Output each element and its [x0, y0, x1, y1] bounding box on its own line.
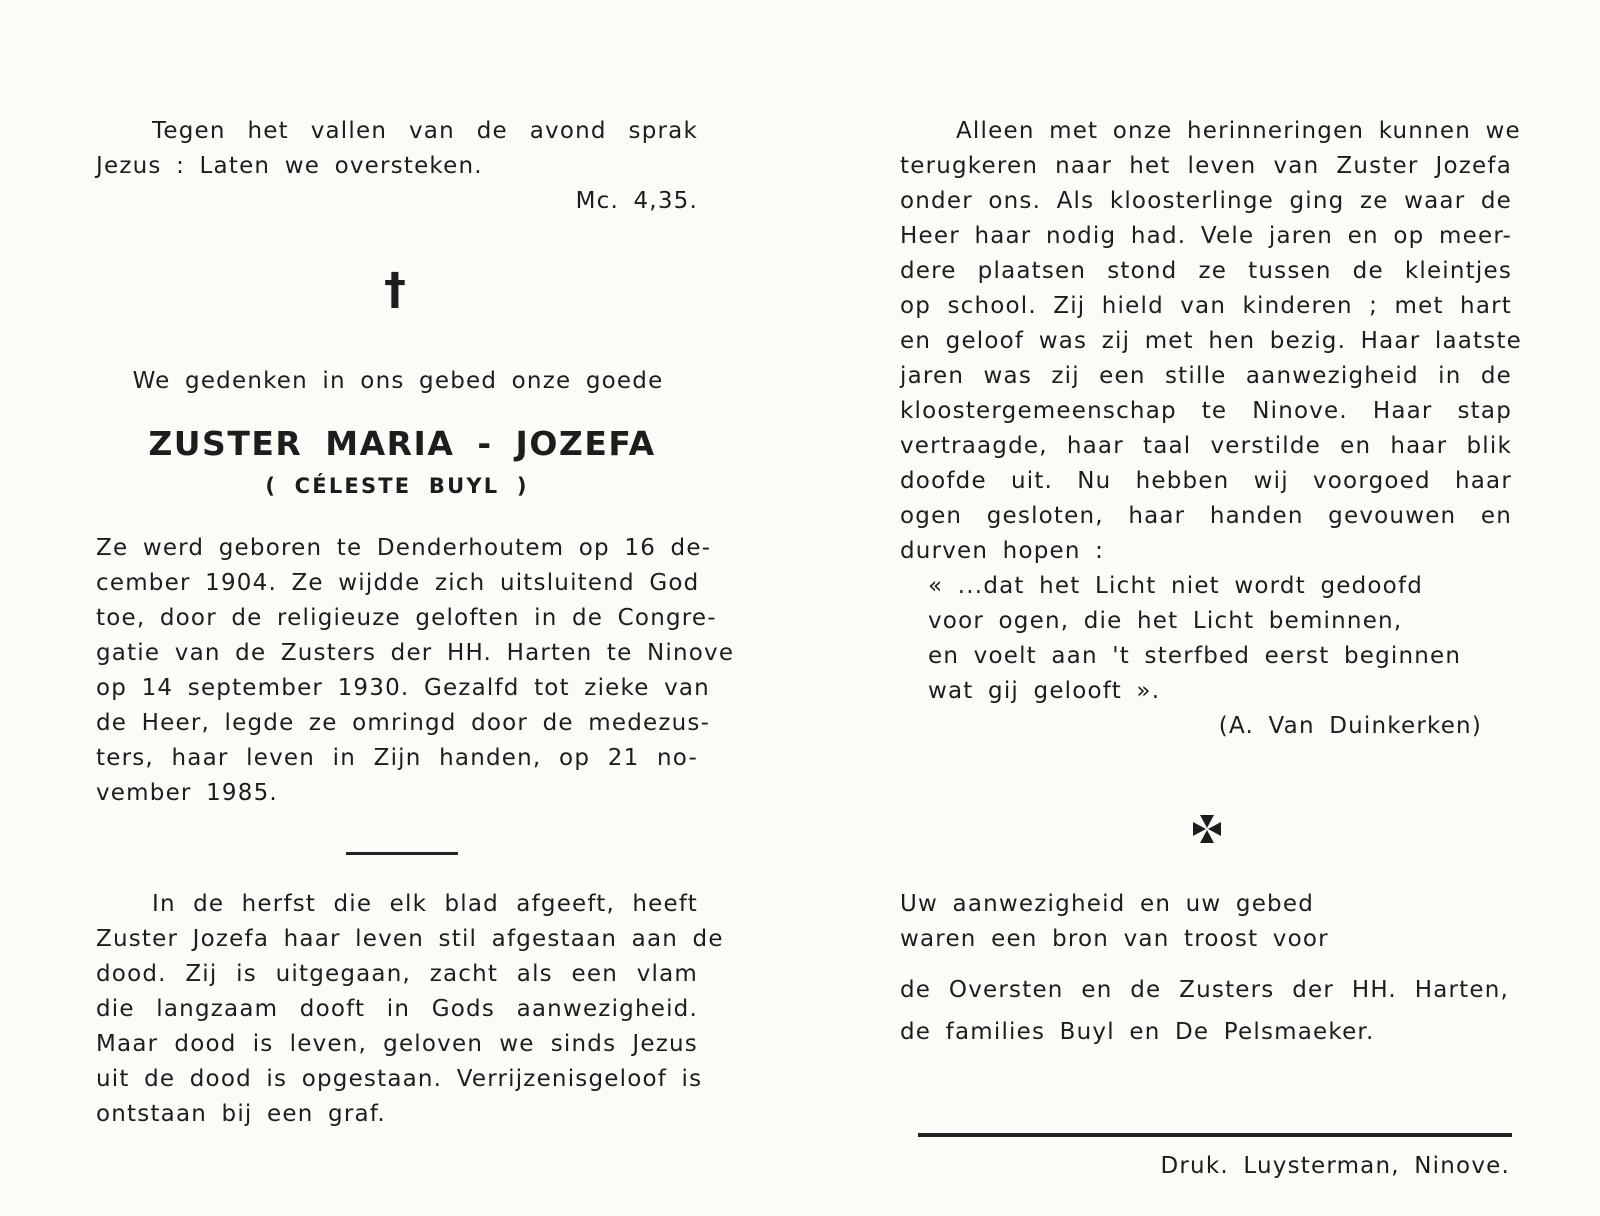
poem-line: voor ogen, die het Licht beminnen, — [928, 608, 1403, 634]
bio-line: ters, haar leven in Zijn handen, op 21 no- — [96, 745, 698, 771]
memory-line: Heer haar nodig had. Vele jaren en op meer- — [900, 223, 1512, 249]
poem-author: (A. Van Duinkerken) — [1218, 713, 1482, 739]
civil-name: ( CÉLESTE BUYL ) — [265, 474, 529, 498]
memory-line: jaren was zij een stille aanwezigheid in de — [900, 363, 1512, 389]
bio-line: Ze werd geboren te Denderhoutem op 16 de- — [96, 535, 712, 561]
family-line: de Oversten en de Zusters der HH. Harten, — [900, 977, 1509, 1003]
poem-line: en voelt aan 't sterfbed eerst beginnen — [928, 643, 1462, 669]
autumn-line: Zuster Jozefa haar leven stil afgestaan aan de — [96, 926, 724, 952]
divider — [346, 852, 458, 855]
autumn-line: uit de dood is opgestaan. Verrijzenisgeloof is — [96, 1066, 703, 1092]
memory-line: Alleen met onze herinneringen kunnen we — [956, 118, 1521, 144]
bio-line: gatie van de Zusters der HH. Harten te Ninove — [96, 640, 735, 666]
memory-line: vertraagde, haar taal verstilde en haar blik — [900, 433, 1512, 459]
memory-line: kloostergemeenschap te Ninove. Haar stap — [900, 398, 1512, 424]
memory-line: durven hopen : — [900, 538, 1105, 564]
memory-line: doofde uit. Nu hebben wij voorgoed haar — [900, 468, 1512, 494]
autumn-line: In de herfst die elk blad afgeeft, heeft — [152, 891, 698, 917]
thanks-line: waren een bron van troost voor — [900, 926, 1329, 952]
poem-line: « ...dat het Licht niet wordt gedoofd — [928, 573, 1424, 599]
cross-icon: † — [384, 264, 406, 315]
memory-line: ogen gesloten, haar handen gevouwen en — [900, 503, 1512, 529]
bio-line: cember 1904. Ze wijdde zich uitsluitend God — [96, 570, 700, 596]
family-line: de families Buyl en De Pelsmaeker. — [900, 1019, 1375, 1045]
bio-line: vember 1985. — [96, 780, 278, 806]
scripture-line-2: Jezus : Laten we oversteken. — [96, 153, 483, 179]
memory-line: terugkeren naar het leven van Zuster Jozefa — [900, 153, 1512, 179]
autumn-line: die langzaam dooft in Gods aanwezigheid. — [96, 996, 698, 1022]
bio-line: de Heer, legde ze omringd door de medezus- — [96, 710, 711, 736]
bio-line: toe, door de religieuze geloften in de Congre- — [96, 605, 717, 631]
autumn-line: ontstaan bij een graf. — [96, 1101, 386, 1127]
thanks-line: Uw aanwezigheid en uw gebed — [900, 891, 1315, 917]
poem-line: wat gij gelooft ». — [928, 678, 1161, 704]
scripture-line-1: Tegen het vallen van de avond sprak — [152, 118, 698, 144]
memory-line: dere plaatsen stond ze tussen de kleintjes — [900, 258, 1512, 284]
deceased-name: ZUSTER MARIA - JOZEFA — [148, 424, 656, 463]
autumn-line: Maar dood is leven, geloven we sinds Jezus — [96, 1031, 698, 1057]
memory-line: en geloof was zij met hen bezig. Haar laatste — [900, 328, 1523, 354]
maltese-cross-icon — [1190, 812, 1224, 846]
memory-line: onder ons. Als kloosterlinge ging ze waar de — [900, 188, 1512, 214]
footer-rule — [918, 1133, 1512, 1137]
bio-line: op 14 september 1930. Gezalfd tot zieke van — [96, 675, 710, 701]
autumn-line: dood. Zij is uitgegaan, zacht als een vlam — [96, 961, 698, 987]
scripture-reference: Mc. 4,35. — [575, 188, 698, 214]
memory-line: op school. Zij hield van kinderen ; met hart — [900, 293, 1512, 319]
printer-credit: Druk. Luysterman, Ninove. — [1160, 1153, 1510, 1179]
intro-line: We gedenken in ons gebed onze goede — [132, 368, 664, 394]
